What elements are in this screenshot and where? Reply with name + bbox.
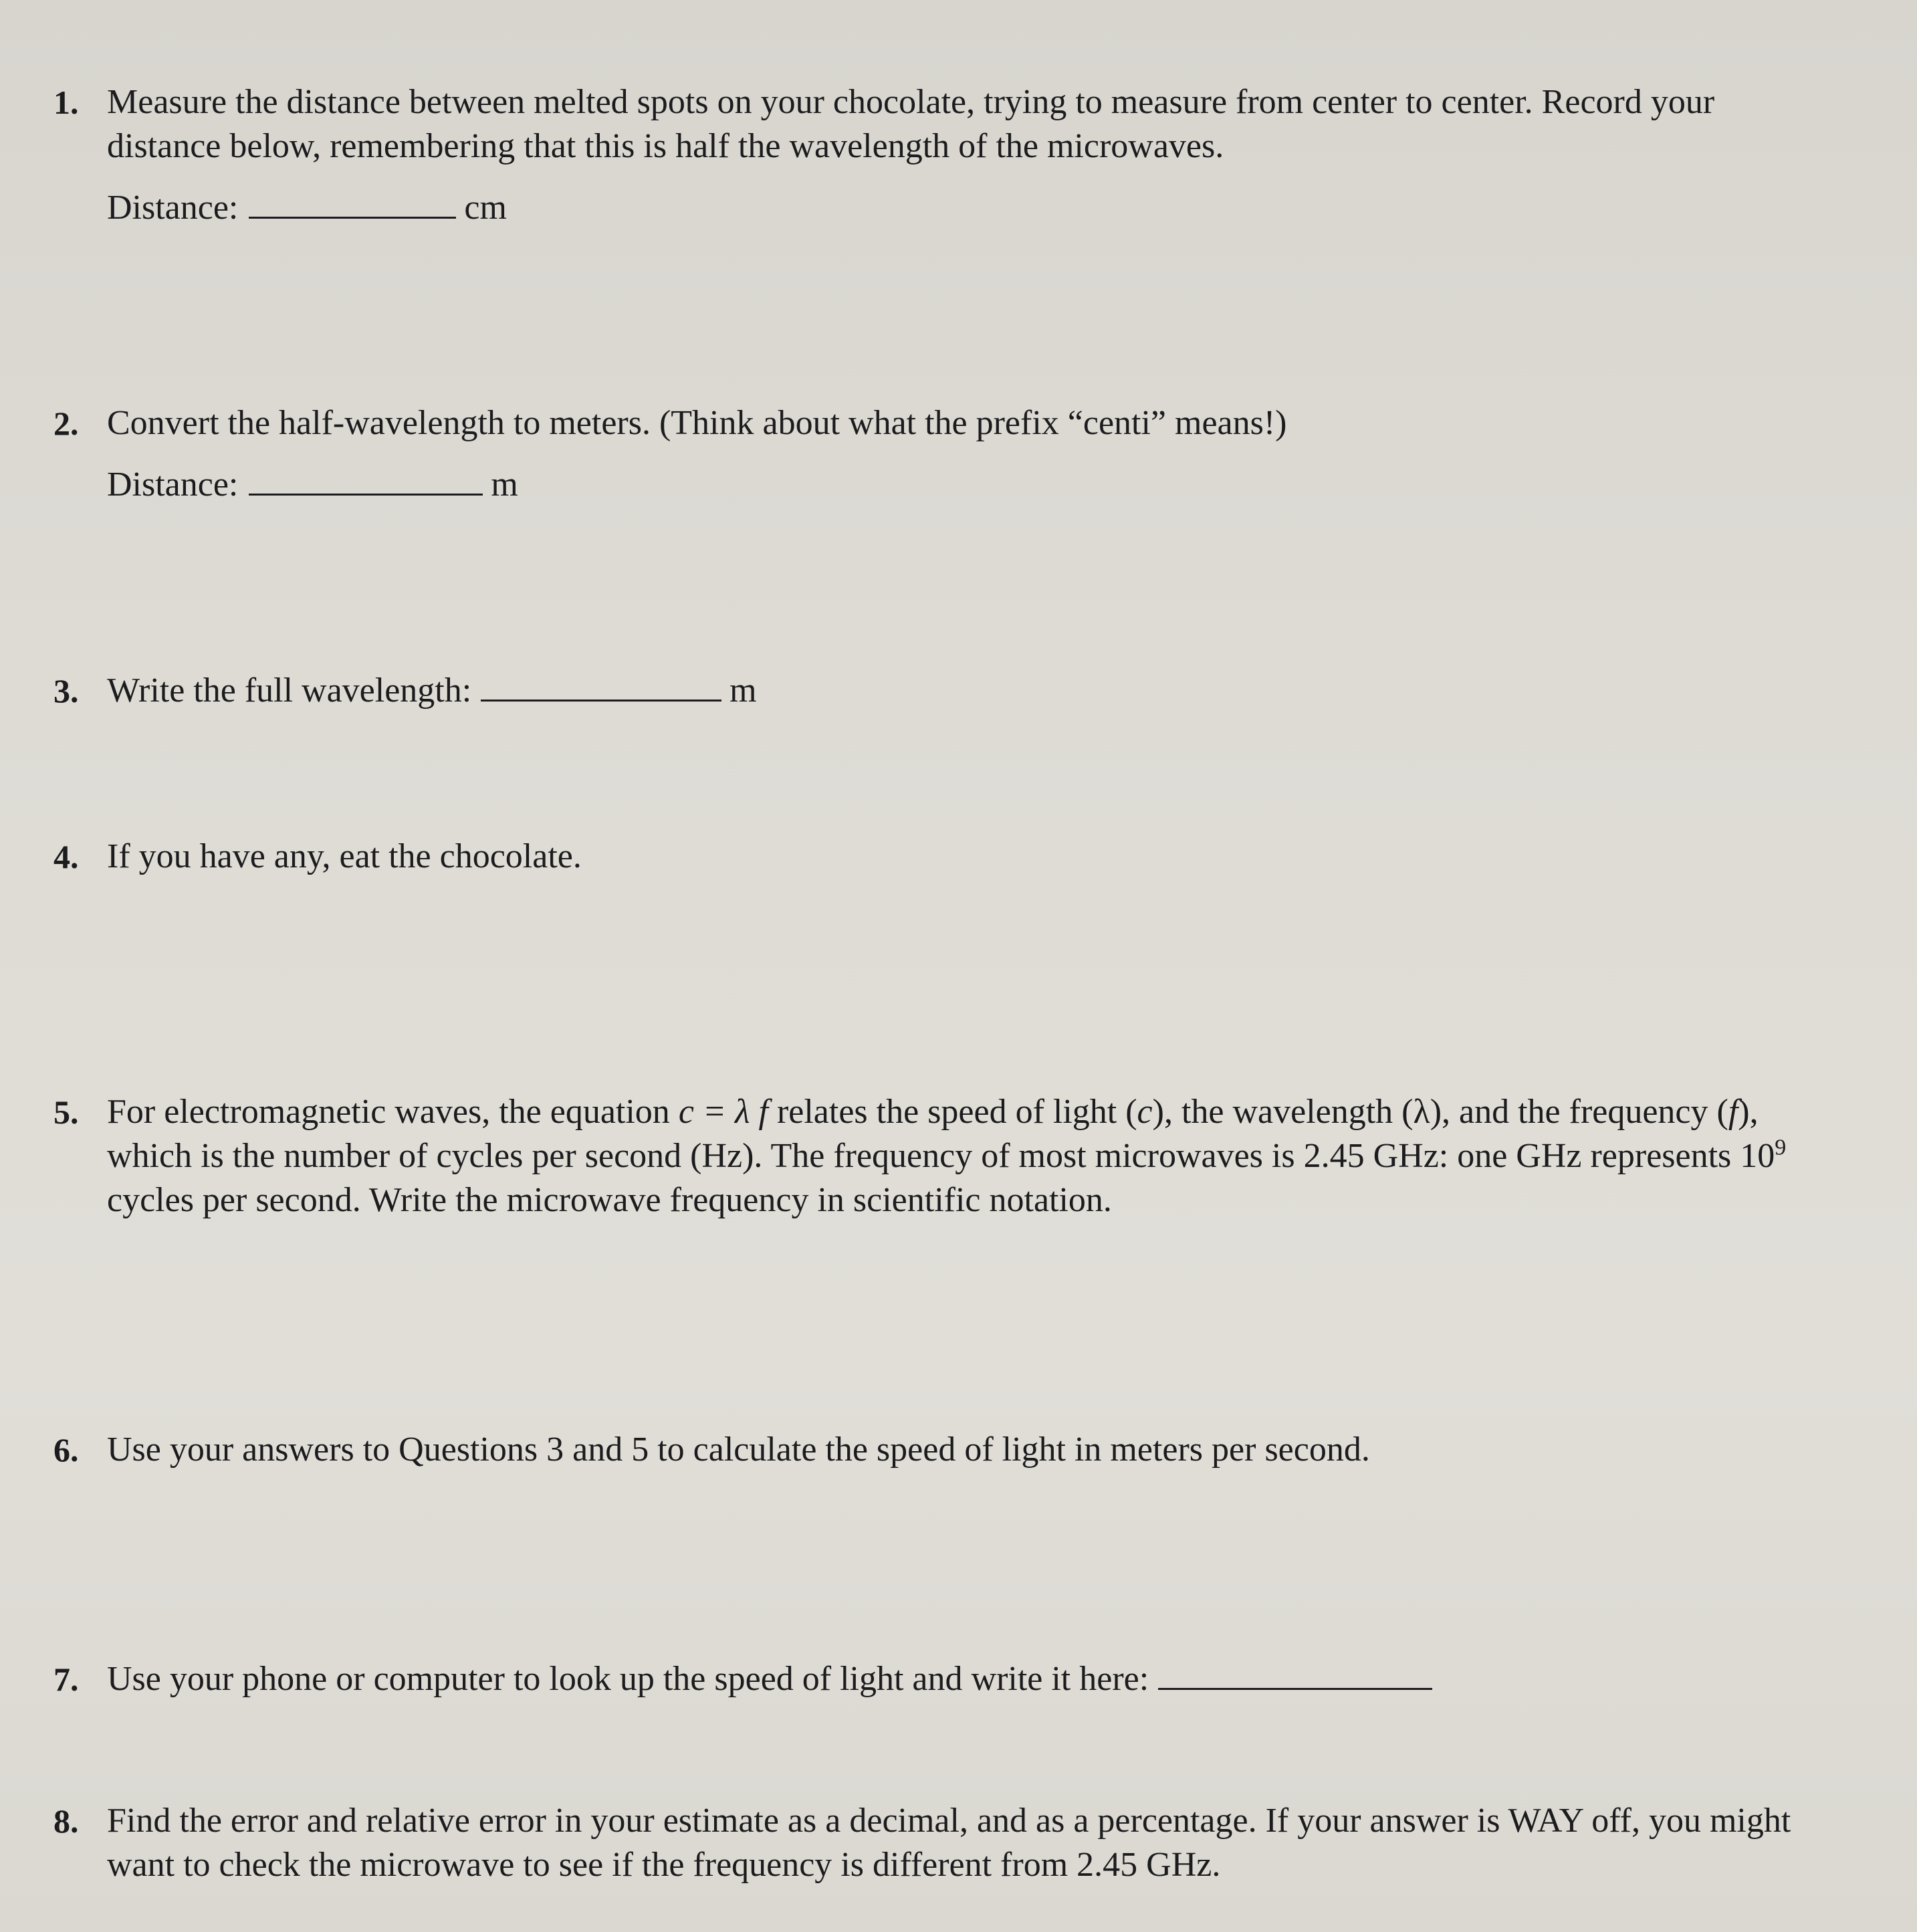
question-5	[53, 1090, 1859, 1222]
question-number: 4.	[53, 838, 79, 875]
question-text-wrap	[107, 669, 1859, 713]
question-3	[53, 669, 1859, 713]
variable-c: c	[1137, 1093, 1153, 1131]
exponent: 9	[1775, 1135, 1787, 1160]
question-number: 3.	[53, 672, 79, 710]
answer-label: Distance:	[107, 189, 239, 227]
question-number: 2.	[53, 405, 79, 442]
question-number: 1.	[53, 84, 79, 121]
text-fragment: relates the speed of light (	[768, 1093, 1137, 1131]
answer-blank[interactable]	[481, 673, 721, 702]
question-8	[53, 1799, 1859, 1887]
question-text: Measure the distance between melted spots on your chocolate, trying to measure from center to center. Record your distance below, remembering that this is half the wavelength of the microwaves.	[107, 83, 1715, 165]
text-fragment: For electromagnetic waves, the equation	[107, 1093, 679, 1131]
question-text: If you have any, eat the chocolate.	[107, 837, 582, 875]
question-2	[53, 401, 1859, 507]
question-text: Find the error and relative error in your estimate as a decimal, and as a percentage. If your answer is WAY off, you might want to check the microwave to see if the frequency is different from 2.45 GHz.	[107, 1802, 1791, 1884]
question-number: 6.	[53, 1431, 79, 1469]
answer-label: Distance:	[107, 465, 239, 504]
answer-blank[interactable]	[1158, 1661, 1432, 1690]
answer-line	[107, 463, 1859, 507]
question-text: Write the full wavelength:	[107, 671, 472, 710]
answer-blank[interactable]	[249, 467, 483, 496]
question-text	[107, 1090, 1859, 1222]
answer-line	[107, 186, 1859, 230]
text-fragment: ), which is the number of cycles per second (Hz). The frequency of most microwaves is 2.45 GHz: one GHz represents 10	[107, 1093, 1775, 1175]
text-fragment: ), the wavelength (λ), and the frequency (	[1152, 1093, 1728, 1131]
question-text: Use your phone or computer to look up the speed of light and write it here:	[107, 1660, 1149, 1698]
answer-unit: m	[729, 671, 757, 710]
answer-unit: cm	[464, 189, 507, 227]
question-7	[53, 1657, 1859, 1701]
variable-f: f	[1728, 1093, 1738, 1131]
equation: c = λ f	[678, 1093, 768, 1131]
answer-blank[interactable]	[249, 190, 456, 219]
question-text: Convert the half-wavelength to meters. (Think about what the prefix “centi” means!)	[107, 404, 1287, 442]
question-text-wrap	[107, 1657, 1859, 1701]
question-1	[53, 80, 1859, 230]
question-text: Use your answers to Questions 3 and 5 to calculate the speed of light in meters per second.	[107, 1430, 1370, 1469]
question-number: 7.	[53, 1660, 79, 1698]
answer-unit: m	[491, 465, 518, 504]
question-4	[53, 835, 1859, 879]
question-number: 5.	[53, 1093, 79, 1131]
question-6	[53, 1428, 1859, 1472]
question-number: 8.	[53, 1802, 79, 1840]
text-fragment: cycles per second. Write the microwave frequency in scientific notation.	[107, 1181, 1112, 1219]
